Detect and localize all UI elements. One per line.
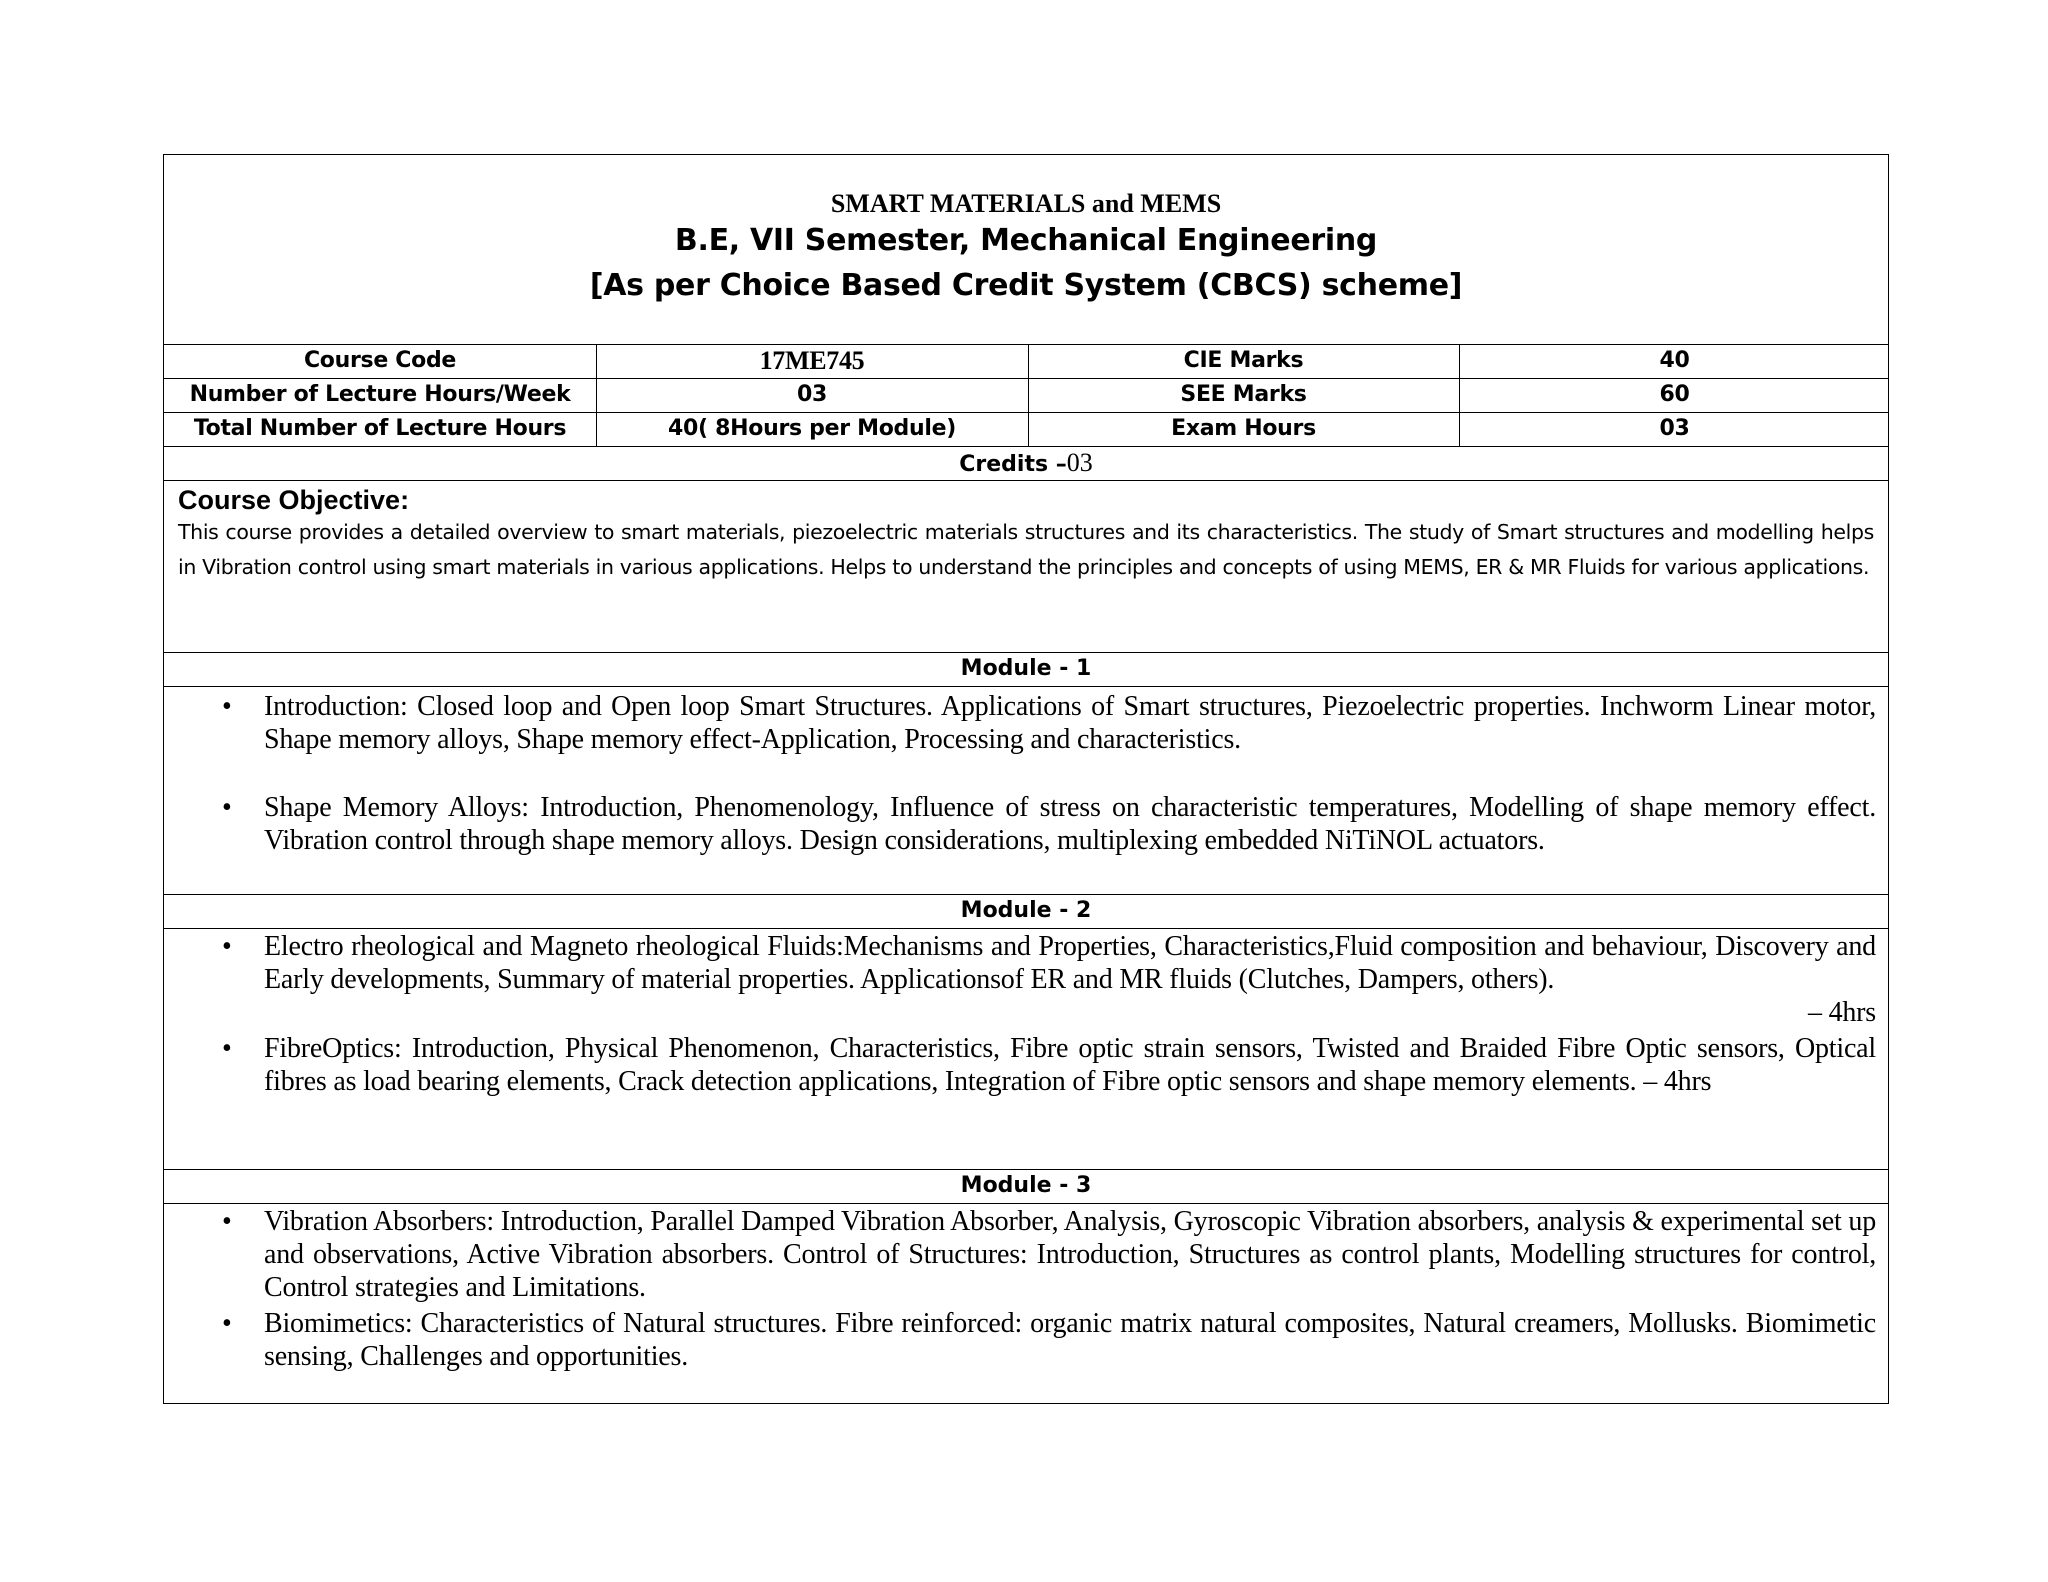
list-item-text: Electro rheological and Magneto rheological Fluids:Mechanisms and Properties, Characteristics,Fluid composition and behaviour, Discovery and Early developments, Summary of material properties. Applicationsof ER and MR fluids (Clutches, Dampers, others).	[264, 931, 1876, 995]
exam-hours-value: 03	[1659, 416, 1690, 441]
hours-note: – 4hrs	[1807, 997, 1876, 1028]
syllabus-frame	[163, 154, 1889, 1404]
list-item	[222, 930, 1876, 1029]
list-item	[222, 690, 1876, 756]
credits-value: 03	[1066, 448, 1093, 477]
course-scheme: [As per Choice Based Credit System (CBCS) scheme]	[589, 268, 1463, 303]
bullet-icon: •	[222, 792, 232, 823]
objective-title: Course Objective:	[178, 485, 410, 515]
bullet-icon: •	[222, 931, 232, 962]
divider	[164, 686, 1888, 687]
module-2-heading: Module - 2	[960, 898, 1092, 923]
list-item	[222, 791, 1876, 857]
title-block	[164, 155, 1888, 344]
course-code-label: Course Code	[303, 348, 457, 373]
bullet-icon: •	[222, 1206, 232, 1237]
divider	[164, 480, 1888, 481]
module-3-heading: Module - 3	[960, 1173, 1092, 1198]
list-item-text: Biomimetics: Characteristics of Natural structures. Fibre reinforced: organic matrix natural composites, Natural creamers, Mollusks. Biomimetic sensing, Challenges and opportunities.	[264, 1308, 1876, 1372]
bullet-icon: •	[222, 691, 232, 722]
see-marks-value: 60	[1659, 382, 1690, 407]
course-code-value: 17ME745	[759, 346, 865, 375]
course-title: SMART MATERIALS and MEMS	[830, 189, 1222, 218]
exam-hours-label: Exam Hours	[1171, 416, 1316, 441]
lecture-hours-week-label: Number of Lecture Hours/Week	[189, 382, 571, 407]
cie-marks-value: 40	[1659, 348, 1690, 373]
divider	[164, 1203, 1888, 1204]
credits-label: Credits –	[959, 452, 1067, 477]
see-marks-label: SEE Marks	[1180, 382, 1307, 407]
bullet-icon: •	[222, 1033, 232, 1064]
bullet-icon: •	[222, 1308, 232, 1339]
cie-marks-label: CIE Marks	[1183, 348, 1304, 373]
list-item-text: FibreOptics: Introduction, Physical Phenomenon, Characteristics, Fibre optic strain sensors, Twisted and Braided Fibre Optic sensors, Optical fibres as load bearing elements, Crack detection applications, Integration of Fibre optic sensors and shape memory elements. – 4hrs	[264, 1033, 1876, 1097]
list-item	[222, 1307, 1876, 1373]
total-lecture-hours-label: Total Number of Lecture Hours	[193, 416, 567, 441]
course-subtitle: B.E, VII Semester, Mechanical Engineering	[674, 223, 1378, 258]
list-item	[222, 1205, 1876, 1304]
module-1-heading: Module - 1	[960, 656, 1092, 681]
list-item-text: Introduction: Closed loop and Open loop Smart Structures. Applications of Smart structures, Piezoelectric properties. Inchworm Linear motor, Shape memory alloys, Shape memory effect-Application, Processing and characteristics.	[264, 691, 1876, 755]
list-item	[222, 1032, 1876, 1098]
divider	[164, 928, 1888, 929]
list-item-text: Vibration Absorbers: Introduction, Parallel Damped Vibration Absorber, Analysis, Gyroscopic Vibration absorbers, analysis & experimental set up and observations, Active Vibration absorbers. Control of Structures: Introduction, Structures as control plants, Modelling structures for control, Control strategies and Limitations.	[264, 1206, 1876, 1303]
credits-row	[164, 446, 1888, 480]
objective-text: This course provides a detailed overview to smart materials, piezoelectric materials structures and its characteristics. The study of Smart structures and modelling helps in Vibration control using smart materials in various applications. Helps to understand the principles and concepts of using MEMS, ER & MR Fluids for various applications.	[178, 520, 1874, 579]
list-item-text: Shape Memory Alloys: Introduction, Phenomenology, Influence of stress on characteristic temperatures, Modelling of shape memory effect. Vibration control through shape memory alloys. Design considerations, multiplexing embedded NiTiNOL actuators.	[264, 792, 1876, 856]
lecture-hours-week-value: 03	[796, 382, 827, 407]
total-lecture-hours-value: 40( 8Hours per Module)	[668, 416, 956, 441]
